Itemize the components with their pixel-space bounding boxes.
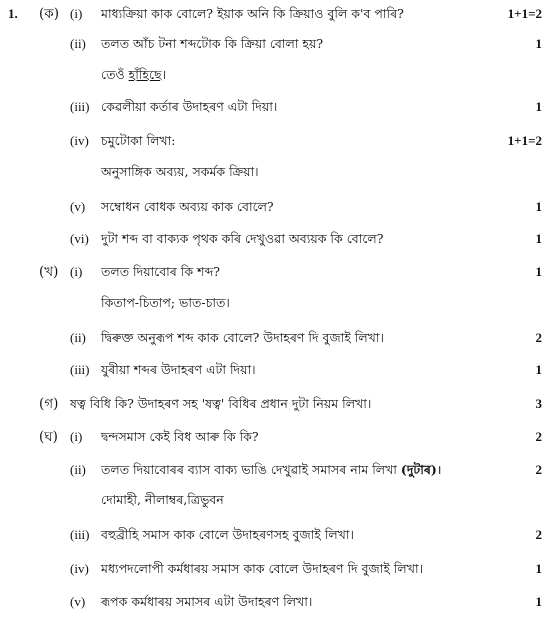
marks: 2: [535, 429, 542, 444]
question-text: তলত দিয়াবোৰ কি শব্দ?: [101, 264, 220, 279]
marks: 1+1=2: [507, 133, 542, 148]
question-line: [0, 96, 559, 118]
marks: 1: [535, 362, 542, 377]
question-text: সম্বোধন বোধক অব্যয় কাক বোলে?: [101, 199, 274, 214]
question-line: [0, 359, 559, 381]
question-line: [0, 130, 559, 152]
question-line: [0, 524, 559, 546]
question-line: [0, 261, 559, 283]
subpart-label: (vi): [70, 231, 89, 246]
marks: 2: [535, 462, 542, 477]
marks: 3: [535, 396, 542, 411]
question-text: তলত আঁচ টনা শব্দটোক কি ক্ৰিয়া বোলা হয়?: [101, 36, 324, 51]
subpart-label: (i): [70, 429, 83, 444]
question-line: [0, 558, 559, 580]
question-line: [0, 393, 559, 415]
question-text: দুটা শব্দ বা বাক্যক পৃথক কৰি দেখুওৱা অব্যয়ক কি বোলে?: [101, 231, 384, 246]
example-text-post: ।: [161, 67, 167, 82]
question-line: [0, 591, 559, 613]
question-line: [0, 228, 559, 250]
example-line: [0, 489, 559, 511]
example-text: দোমাহী, নীলাম্বৰ,ত্ৰিভুবন: [101, 492, 224, 507]
marks: 1: [535, 561, 542, 576]
marks: 1: [535, 594, 542, 609]
subpart-label: (iii): [70, 362, 90, 377]
marks: 1: [535, 264, 542, 279]
question-number: 1.: [8, 6, 18, 21]
question-text-pre: তলত দিয়াবোৰৰ ব্যাস বাক্য ভাঙি দেখুৱাই সমাসৰ নাম লিখা: [101, 462, 401, 477]
question-line: [0, 426, 559, 448]
question-text: বহুব্ৰীহি সমাস কাক বোলে উদাহৰণসহ বুজাই লিখা।: [101, 527, 354, 542]
marks: 1: [535, 231, 542, 246]
subpart-label: (ii): [70, 330, 86, 345]
question-text-post: ।: [436, 462, 442, 477]
subpart-label: (ii): [70, 36, 86, 51]
question-line: [0, 196, 559, 218]
subpart-label: (i): [70, 6, 83, 21]
question-line: [0, 33, 559, 55]
subpart-label: (iv): [70, 133, 89, 148]
question-text: দ্বিৰুক্ত অনুৰূপ শব্দ কাক বোলে? উদাহৰণ দি বুজাই লিখা।: [101, 330, 384, 345]
part-label: (খ): [39, 264, 59, 280]
subpart-label: (iv): [70, 561, 89, 576]
question-text: মাধ্যক্ৰিয়া কাক বোলে? ইয়াক অনি কি ক্ৰিয়াও বুলি ক'ব পাৰি?: [101, 6, 404, 21]
example-text: কিতাপ-চিতাপ; ভাত-চাত।: [101, 295, 230, 310]
example-text: [101, 64, 166, 86]
example-line: [0, 161, 559, 183]
subpart-label: (ii): [70, 462, 86, 477]
example-text-pre: তেওঁ: [101, 67, 129, 82]
underlined-word: হাঁহিছে: [128, 67, 162, 82]
question-text: দ্বন্দসমাস কেই বিধ আৰু কি কি?: [101, 429, 259, 444]
question-text: ষত্ব বিধি কি? উদাহৰণ সহ 'ষত্ব' বিধিৰ প্ৰধান দুটা নিয়ম লিখা।: [70, 396, 372, 411]
marks: 1: [535, 199, 542, 214]
question-text: কেৱলীয়া কৰ্তাৰ উদাহৰণ এটা দিয়া।: [101, 99, 278, 114]
example-line: [0, 64, 559, 86]
part-label: (গ): [39, 396, 59, 412]
example-text: অনুসাঙ্গিক অব্যয়, সকৰ্মক ক্ৰিয়া।: [101, 164, 259, 179]
question-text: যুৰীয়া শব্দৰ উদাহৰণ এটা দিয়া।: [101, 362, 256, 377]
subpart-label: (v): [70, 199, 86, 214]
subpart-label: (i): [70, 264, 83, 279]
marks: 2: [535, 330, 542, 345]
part-label: (ক): [39, 6, 59, 22]
bold-instruction: (দুটাৰ): [400, 462, 437, 477]
example-line: [0, 292, 559, 314]
marks: 1+1=2: [507, 6, 542, 21]
question-text: ৰূপক কৰ্মধাৰয় সমাসৰ এটা উদাহৰণ লিখা।: [101, 594, 313, 609]
subpart-label: (iii): [70, 527, 90, 542]
question-text: [101, 459, 442, 481]
marks: 2: [535, 527, 542, 542]
marks: 1: [535, 36, 542, 51]
question-text: চমুটোকা লিখা:: [101, 133, 176, 148]
question-line: [0, 3, 559, 25]
subpart-label: (v): [70, 594, 86, 609]
marks: 1: [535, 99, 542, 114]
part-label: (ঘ): [39, 429, 58, 445]
question-text: মধ্যপদলোপী কৰ্মধাৰয় সমাস কাক বোলে উদাহৰণ দি বুজাই লিখা।: [101, 561, 424, 576]
question-line: [0, 459, 559, 481]
question-line: [0, 327, 559, 349]
subpart-label: (iii): [70, 99, 90, 114]
